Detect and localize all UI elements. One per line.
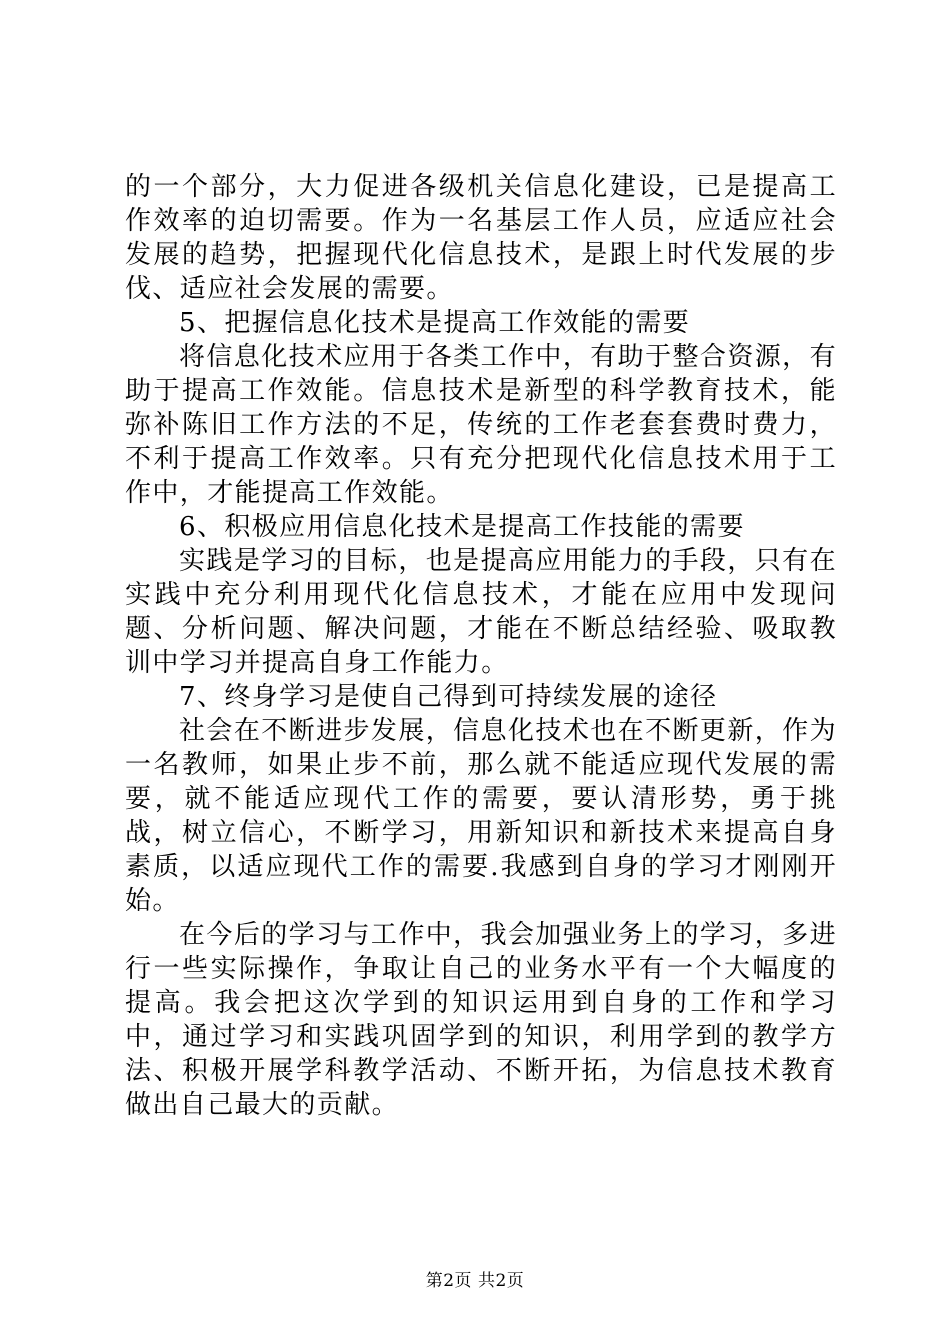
paragraph-5: 在今后的学习与工作中，我会加强业务上的学习，多进行一些实际操作，争取让自己的业务水平有一个大幅度的提高。我会把这次学到的知识运用到自身的工作和学习中，通过学习和实践巩固学到的知识，利用学到的教学方法、积极开展学科教学活动、不断开拓，为信息技术教育做出自己最大的贡献。 (125, 920, 837, 1120)
paragraph-1: 的一个部分，大力促进各级机关信息化建设，已是提高工作效率的迫切需要。作为一名基层工作人员，应适应社会发展的趋势，把握现代化信息技术，是跟上时代发展的步伐、适应社会发展的需要。 (125, 172, 837, 304)
paragraph-2: 将信息化技术应用于各类工作中，有助于整合资源，有助于提高工作效能。信息技术是新型的科学教育技术，能弥补陈旧工作方法的不足，传统的工作老套套费时费力，不利于提高工作效率。只有充分把现代化信息技术用于工作中，才能提高工作效能。 (125, 342, 837, 508)
paragraph-4: 社会在不断进步发展，信息化技术也在不断更新，作为一名教师，如果止步不前，那么就不能适应现代发展的需要，就不能适应现代工作的需要，要认清形势，勇于挑战，树立信心，不断学习，用新知识和新技术来提高自身素质，以适应现代工作的需要.我感到自身的学习才刚刚开始。 (125, 716, 837, 916)
heading-6: 6、积极应用信息化技术是提高工作技能的需要 (179, 512, 745, 542)
heading-5: 5、把握信息化技术是提高工作效能的需要 (179, 308, 691, 338)
document-body (125, 170, 837, 1122)
heading-7: 7、终身学习是使自己得到可持续发展的途径 (179, 682, 718, 712)
paragraph-3: 实践是学习的目标，也是提高应用能力的手段，只有在实践中充分利用现代化信息技术，才能在应用中发现问题、分析问题、解决问题，才能在不断总结经验、吸取教训中学习并提高自身工作能力。 (125, 546, 837, 678)
page-footer: 第2页 共2页 (425, 1271, 525, 1291)
